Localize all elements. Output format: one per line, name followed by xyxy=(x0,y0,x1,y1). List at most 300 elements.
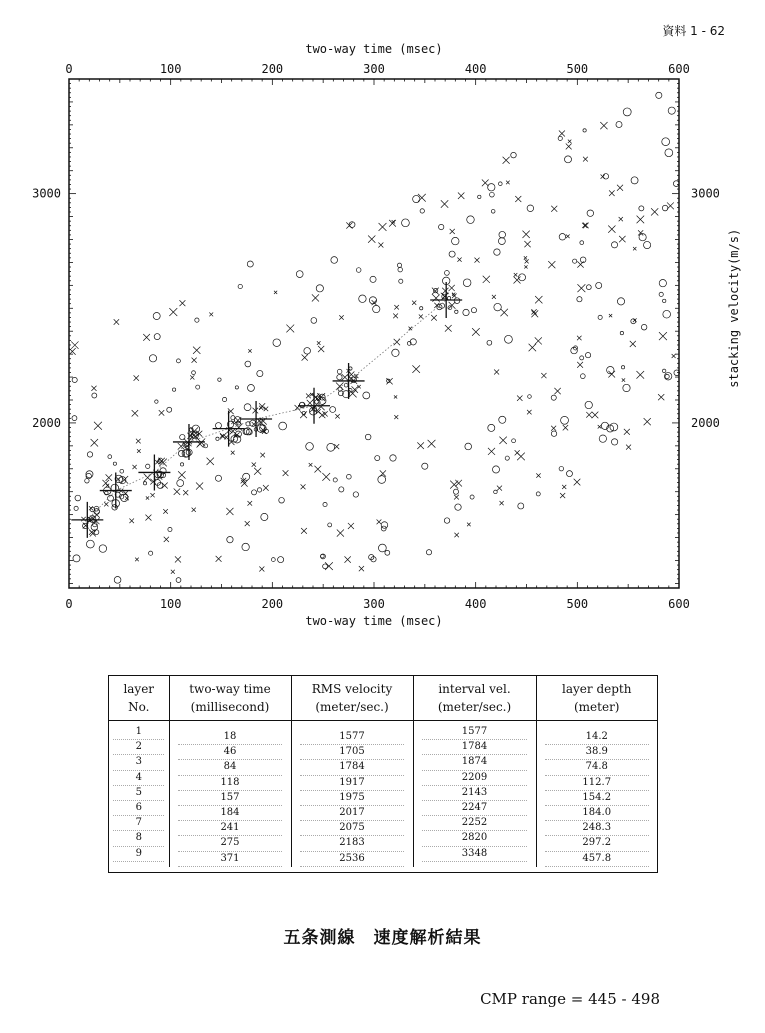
scatter-point xyxy=(417,442,424,449)
scatter-point xyxy=(566,235,570,239)
scatter-point xyxy=(224,435,228,439)
table-header-cell xyxy=(536,676,657,721)
scatter-point xyxy=(413,195,420,202)
scatter-point xyxy=(535,296,542,303)
scatter-point xyxy=(193,347,200,354)
scatter-point xyxy=(146,496,149,499)
scatter-point xyxy=(465,443,472,450)
scatter-point xyxy=(577,362,583,368)
table-cell: 118 xyxy=(178,776,282,791)
table-cell: 1917 xyxy=(300,776,404,791)
scatter-point xyxy=(312,294,319,301)
scatter-point xyxy=(143,334,150,341)
scatter-point xyxy=(331,257,338,264)
scatter-point xyxy=(638,230,643,235)
table-header-row xyxy=(109,676,657,721)
table-header-line: No. xyxy=(128,700,150,714)
scatter-point xyxy=(74,506,78,510)
scatter-point xyxy=(180,463,183,466)
scatter-point xyxy=(108,455,112,459)
scatter-point xyxy=(369,297,376,304)
table-cell: 1975 xyxy=(300,791,404,806)
scatter-point xyxy=(370,276,376,282)
scatter-point xyxy=(458,193,464,199)
x-tick-label-bottom: 500 xyxy=(566,597,589,611)
scatter-point xyxy=(176,359,180,363)
scatter-point xyxy=(159,410,164,415)
scatter-point xyxy=(454,533,458,537)
scatter-point xyxy=(274,291,277,294)
scatter-point xyxy=(609,314,612,317)
scatter-point xyxy=(163,509,168,514)
scatter-point xyxy=(455,310,458,313)
scatter-point xyxy=(91,386,96,391)
x-tick-label-bottom: 300 xyxy=(363,597,385,611)
scatter-point xyxy=(365,434,371,440)
velocity-table xyxy=(108,675,658,873)
scatter-point xyxy=(420,209,424,213)
x-tick-label-top: 600 xyxy=(668,62,690,76)
scatter-point xyxy=(503,157,510,164)
scatter-point xyxy=(668,107,675,114)
scatter-point xyxy=(279,422,287,430)
scatter-point xyxy=(663,299,666,302)
scatter-point xyxy=(410,339,416,345)
scatter-point xyxy=(371,557,376,562)
table-cell: 1874 xyxy=(422,755,527,770)
scatter-point xyxy=(279,497,285,503)
scatter-point xyxy=(577,261,583,267)
table-header-line: (meter/sec.) xyxy=(437,700,512,714)
scatter-point xyxy=(457,258,461,262)
scatter-point xyxy=(215,475,221,481)
scatter-point xyxy=(175,556,181,562)
scatter-point xyxy=(149,355,156,362)
scatter-point xyxy=(455,504,461,510)
table-cell: 74.8 xyxy=(545,760,649,775)
scatter-point xyxy=(162,482,168,488)
scatter-point xyxy=(596,282,602,288)
scatter-point xyxy=(487,340,492,345)
scatter-point xyxy=(494,303,501,310)
scatter-point xyxy=(559,130,565,136)
scatter-point xyxy=(353,492,358,497)
scatter-point xyxy=(168,527,172,531)
scatter-point xyxy=(463,279,471,287)
scatter-point xyxy=(398,267,403,272)
scatter-point xyxy=(664,373,671,380)
scatter-point xyxy=(235,386,238,389)
table-cell: 2252 xyxy=(422,816,527,831)
layer-no-column xyxy=(109,721,169,862)
scatter-point xyxy=(146,464,150,468)
scatter-point xyxy=(571,347,578,354)
scatter-point xyxy=(626,445,631,450)
scatter-point xyxy=(257,488,261,492)
scatter-point xyxy=(419,314,423,318)
scatter-point xyxy=(500,501,504,505)
scatter-point xyxy=(378,544,386,552)
scatter-point xyxy=(444,518,449,523)
scatter-point xyxy=(120,469,124,473)
scatter-point xyxy=(392,220,395,223)
scatter-point xyxy=(498,238,505,245)
table-cell: 2075 xyxy=(300,821,404,836)
scatter-point xyxy=(337,369,342,374)
scatter-point xyxy=(587,210,593,216)
scatter-point xyxy=(506,181,510,185)
scatter-point xyxy=(373,305,380,312)
scatter-point xyxy=(245,361,251,367)
scatter-point xyxy=(482,180,489,187)
scatter-point xyxy=(631,177,638,184)
scatter-point xyxy=(449,251,455,257)
y-axis-label-right: stacking velocity(m/s) xyxy=(727,228,741,388)
scatter-point xyxy=(177,480,184,487)
scatter-point xyxy=(252,490,257,495)
scatter-point xyxy=(316,285,323,292)
scatter-point xyxy=(559,234,566,241)
scatter-point xyxy=(174,488,180,494)
scatter-point xyxy=(273,339,281,347)
scatter-point xyxy=(301,528,307,534)
scatter-point xyxy=(659,332,667,340)
scatter-point xyxy=(143,482,146,485)
scatter-point xyxy=(515,450,520,455)
scatter-point xyxy=(311,318,317,324)
scatter-point xyxy=(261,513,268,520)
x-tick-label-top: 100 xyxy=(159,62,182,76)
table-cell: 241 xyxy=(178,821,282,836)
scatter-point xyxy=(574,479,581,486)
table-cell: 18 xyxy=(178,730,282,745)
scatter-point xyxy=(630,341,636,347)
table-cell: 1 xyxy=(113,725,164,740)
two-way-time-column xyxy=(170,721,291,867)
scatter-point xyxy=(583,157,588,162)
scatter-point xyxy=(517,396,522,401)
scatter-point xyxy=(183,490,188,495)
scatter-point xyxy=(89,506,93,510)
scatter-point xyxy=(527,410,532,415)
scatter-point xyxy=(624,429,630,435)
scatter-point xyxy=(522,231,529,238)
x-tick-label-bottom: 0 xyxy=(65,597,73,611)
scatter-point xyxy=(551,206,557,212)
scatter-point xyxy=(662,138,670,146)
scatter-point xyxy=(619,236,625,242)
scatter-point xyxy=(636,371,644,379)
scatter-point xyxy=(449,285,455,291)
scatter-point xyxy=(611,439,617,445)
scatter-point xyxy=(172,388,175,391)
scatter-point xyxy=(515,196,521,202)
scatter-point xyxy=(381,522,388,529)
scatter-point xyxy=(524,265,527,268)
scatter-point xyxy=(470,495,474,499)
scatter-point xyxy=(252,422,256,426)
scatter-point xyxy=(390,455,396,461)
scatter-point xyxy=(259,566,264,571)
rms-velocity-column xyxy=(292,721,413,867)
scatter-point xyxy=(402,219,410,227)
scatter-point xyxy=(541,373,546,378)
scatter-point xyxy=(377,519,382,524)
scatter-point xyxy=(196,431,202,437)
scatter-point xyxy=(505,335,513,343)
scatter-point xyxy=(494,370,499,375)
scatter-point xyxy=(99,545,107,553)
scatter-point xyxy=(580,374,585,379)
scatter-point xyxy=(418,194,426,202)
scatter-point xyxy=(169,308,177,316)
scatter-point xyxy=(247,261,253,267)
scatter-point xyxy=(551,395,556,400)
scatter-point xyxy=(369,555,374,560)
table-cell: 2017 xyxy=(300,806,404,821)
scatter-point xyxy=(598,425,602,429)
scatter-point xyxy=(394,395,397,398)
scatter-point xyxy=(209,312,213,316)
scatter-point xyxy=(207,458,214,465)
scatter-point xyxy=(337,375,342,380)
scatter-point xyxy=(301,484,306,489)
scatter-point xyxy=(551,426,556,431)
scatter-point xyxy=(583,129,586,132)
scatter-point xyxy=(134,375,139,380)
scatter-point xyxy=(348,523,354,529)
table-cell: 7 xyxy=(113,816,164,831)
scatter-point xyxy=(286,325,294,333)
picked-velocity-cross xyxy=(100,473,132,509)
scatter-point xyxy=(226,508,233,515)
table-cell: 4 xyxy=(113,771,164,786)
scatter-point xyxy=(296,271,303,278)
scatter-point xyxy=(155,400,158,403)
scatter-point xyxy=(616,121,622,127)
table-cell: 38.9 xyxy=(545,745,649,760)
scatter-point xyxy=(672,354,676,358)
scatter-point xyxy=(337,529,344,536)
scatter-point xyxy=(323,564,328,569)
scatter-point xyxy=(190,375,194,379)
scatter-point xyxy=(621,366,624,369)
scatter-point xyxy=(432,295,439,302)
table-cell: 184.0 xyxy=(545,806,649,821)
scatter-point xyxy=(568,140,571,143)
scatter-point xyxy=(164,537,169,542)
scatter-point xyxy=(412,301,416,305)
scatter-point xyxy=(609,190,615,196)
scatter-point xyxy=(478,195,481,198)
table-cell: 14.2 xyxy=(545,730,649,745)
table-header-line: layer depth xyxy=(562,682,632,696)
scatter-point xyxy=(359,295,366,302)
scatter-point xyxy=(231,451,235,455)
scatter-point xyxy=(412,365,420,373)
table-cell: 2820 xyxy=(422,831,527,846)
scatter-point xyxy=(600,122,607,129)
picked-velocity-cross xyxy=(240,401,272,437)
scatter-point xyxy=(330,407,336,413)
semblance-points xyxy=(69,92,680,583)
scatter-point xyxy=(71,341,78,348)
scatter-point xyxy=(623,384,630,391)
scatter-point xyxy=(283,470,289,476)
scatter-point xyxy=(253,408,259,414)
scatter-point xyxy=(135,558,139,562)
scatter-point xyxy=(471,308,476,313)
scatter-point xyxy=(598,315,602,319)
table-cell: 1784 xyxy=(300,760,404,775)
scatter-point xyxy=(242,543,249,550)
scatter-point xyxy=(531,309,536,314)
scatter-point xyxy=(610,423,618,431)
scatter-point xyxy=(565,156,572,163)
x-tick-label-bottom: 200 xyxy=(261,597,284,611)
scatter-point xyxy=(617,185,623,191)
scatter-point xyxy=(566,471,572,477)
scatter-point xyxy=(528,395,532,399)
scatter-point xyxy=(94,512,100,518)
x-tick-label-top: 0 xyxy=(65,62,73,76)
scatter-point xyxy=(356,268,361,273)
scatter-point xyxy=(179,300,185,306)
table-header-cell xyxy=(291,676,413,721)
scatter-point xyxy=(248,349,251,352)
scatter-point xyxy=(665,374,669,378)
scatter-point xyxy=(335,414,339,418)
x-axis-label-bottom: two-way time (msec) xyxy=(305,614,443,628)
scatter-point xyxy=(114,576,121,583)
scatter-point xyxy=(662,205,668,211)
scatter-point xyxy=(132,410,138,416)
scatter-point xyxy=(137,449,141,453)
scatter-point xyxy=(494,249,500,255)
scatter-point xyxy=(492,466,499,473)
scatter-point xyxy=(633,247,636,250)
scatter-point xyxy=(499,437,506,444)
scatter-point xyxy=(617,298,624,305)
scatter-point xyxy=(558,136,562,140)
table-header-cell xyxy=(413,676,536,721)
table-cell: 8 xyxy=(113,831,164,846)
scatter-point xyxy=(304,348,311,355)
scatter-point xyxy=(488,448,495,455)
scatter-point xyxy=(153,312,160,319)
scatter-point xyxy=(622,378,625,381)
scatter-point xyxy=(619,217,623,221)
scatter-point xyxy=(527,205,534,212)
scatter-point xyxy=(442,288,448,294)
scatter-point xyxy=(659,280,666,287)
scatter-point xyxy=(257,370,263,376)
scatter-point xyxy=(422,463,428,469)
scatter-point xyxy=(375,456,380,461)
table-header-line: RMS velocity xyxy=(311,682,393,696)
scatter-point xyxy=(106,484,109,487)
scatter-point xyxy=(244,404,251,411)
x-axis-label-top: two-way time (msec) xyxy=(305,42,443,56)
scatter-point xyxy=(644,241,651,248)
scatter-point xyxy=(511,152,517,158)
x-tick-label-bottom: 600 xyxy=(668,597,690,611)
table-header-cell xyxy=(109,676,169,721)
scatter-point xyxy=(227,536,233,542)
scatter-point xyxy=(342,374,348,380)
scatter-point xyxy=(659,292,663,296)
scatter-point xyxy=(524,256,527,259)
scatter-point xyxy=(104,502,108,506)
scatter-point xyxy=(333,478,337,482)
scatter-point xyxy=(450,229,455,234)
scatter-point xyxy=(620,331,623,334)
scatter-point xyxy=(483,276,490,283)
scatter-point xyxy=(92,393,97,398)
scatter-point xyxy=(69,348,76,355)
scatter-point xyxy=(467,216,475,224)
scatter-point xyxy=(453,489,458,494)
scatter-point xyxy=(426,550,431,555)
scatter-point xyxy=(252,462,256,466)
scatter-point xyxy=(231,416,235,420)
table-cell: 3348 xyxy=(422,847,527,862)
scatter-point xyxy=(368,236,375,243)
scatter-point xyxy=(347,474,352,479)
y-tick-label-left: 3000 xyxy=(32,186,61,201)
table-cell: 3 xyxy=(113,755,164,770)
axis-ticks xyxy=(69,79,679,588)
scatter-point xyxy=(73,555,80,562)
scatter-point xyxy=(94,530,99,535)
scatter-point xyxy=(192,371,196,375)
scatter-point xyxy=(216,437,219,440)
scatter-point xyxy=(238,284,242,288)
scatter-point xyxy=(428,440,436,448)
table-cell: 2 xyxy=(113,740,164,755)
scatter-point xyxy=(309,463,313,467)
scatter-point xyxy=(639,206,644,211)
scatter-point xyxy=(525,259,529,263)
table-header-line: (meter) xyxy=(573,700,620,714)
scatter-point xyxy=(317,341,321,345)
scatter-point xyxy=(113,462,116,465)
table-cell: 1784 xyxy=(422,740,527,755)
x-tick-label-bottom: 100 xyxy=(159,597,182,611)
scatter-point xyxy=(499,231,506,238)
scatter-point xyxy=(379,223,387,231)
table-cell: 184 xyxy=(178,806,282,821)
scatter-point xyxy=(352,386,358,392)
x-tick-label-top: 200 xyxy=(261,62,284,76)
scatter-point xyxy=(222,397,226,401)
scatter-point xyxy=(573,259,577,263)
scatter-point xyxy=(218,378,221,381)
scatter-point xyxy=(394,339,400,345)
scatter-point xyxy=(323,502,327,506)
scatter-point xyxy=(322,473,330,481)
scatter-point xyxy=(512,439,516,443)
scatter-point xyxy=(394,305,399,310)
scatter-point xyxy=(497,486,502,491)
scatter-point xyxy=(667,202,674,209)
interval-velocity-column xyxy=(414,721,536,862)
scatter-point xyxy=(339,315,343,319)
scatter-point xyxy=(582,223,587,228)
scatter-point xyxy=(472,328,480,336)
scatter-point xyxy=(474,258,479,263)
scatter-point xyxy=(144,474,152,482)
